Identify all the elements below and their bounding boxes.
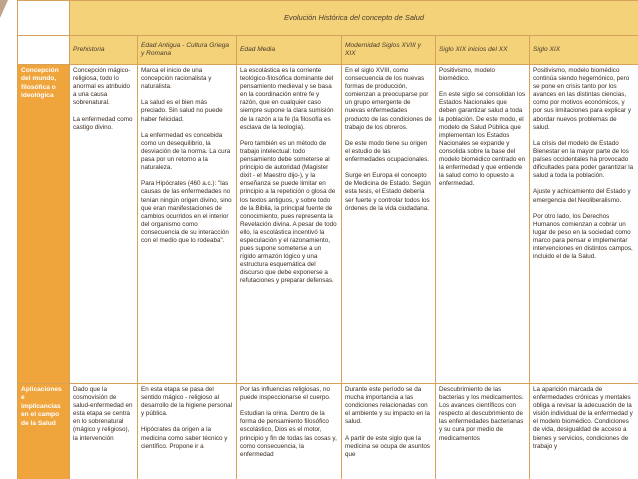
header-row — [18, 36, 638, 65]
table-title: Evolución Histórica del concepto de Salud — [70, 1, 638, 36]
header-siglo-xix-inicios-xx: Siglo XIX inicios del XX — [436, 36, 530, 65]
title-row — [18, 1, 638, 36]
table-cell: Por las influencias religiosas, no puede inspeccionarse el cuerpo. Estudian la orina. Dentro de la forma de pensamiento filosófico escolástico, Dios es el motor, principio y fin de todas las cosas y, como consecuencia, la enfermedad — [237, 384, 342, 479]
table-cell: Positivismo, modelo biomédico. En este siglo se consolidan los Estados Nacionales que deben garantizar salud a toda la población. De este modo, el modelo de Salud Pública que implementan los Estados Nacionales se expande y consolida sobre la base del modelo biomédico centrado en la enfermedad y que entiende la salud como lo opuesto a enfermedad. — [436, 65, 530, 384]
table-cell: Dado que la cosmovisión de salud-enfermedad en esta etapa se centra en lo sobrenatural (mágico y religioso), la intervención — [70, 384, 138, 479]
header-edad-antigua: Edad Antigua - Cultura Griega y Romana — [138, 36, 237, 65]
row-label-concepcion: Concepción del mundo, filosófica o ideológica — [18, 65, 70, 384]
header-corner-cell — [18, 36, 70, 65]
header-siglo-xix: Siglo XIX — [530, 36, 638, 65]
table-cell: En esta etapa se pasa del sentido mágico - religioso al desarrollo de la higiene personal y pública. Hipócrates da origen a la medicina como saber técnico y científico. Propone ir a — [138, 384, 237, 479]
table-cell: Marca el inicio de una concepción racionalista y naturalista. La salud es el bien más preciado. Sin salud no puede haber felicidad. La enfermedad es concebida como un desequilibrio, la desviación de la norma. La cura pasa por un retorno a la naturaleza. Para Hipócrates (460 a.c.): "las causas de las enfermedades no tenían ningún origen divino, sino que eran manifestaciones de cambios ocurridos en el interior del organismo como consecuencia de su interacción con el medio que lo rodeaba". — [138, 65, 237, 384]
header-prehistoria: Prehistoria — [70, 36, 138, 65]
table-cell: La aparición marcada de enfermedades crónicas y mentales obliga a revisar la adecuación de la visión individual de la enfermedad y el modelo biomédico. Condiciones de vida, desigualdad de acceso a bienes y servicios, condiciones de trabajo y — [530, 384, 638, 479]
table-cell: Durante este período se da mucha importancia a las condiciones relacionadas con el ambiente y su impacto en la salud. A partir de este siglo que la medicina se ocupa de asuntos que — [342, 384, 436, 479]
table-cell: En el siglo XVIII, como consecuencia de los nuevas formas de producción, comienzan a preocuparse por un grupo emergente de nuevas enfermedades producto de las condiciones de trabajo de los obreros. De este modo tiene su origen el estudio de las enfermedades ocupacionales. Surge en Europa el concepto de Medicina de Estado. Según esta tesis, el Estado debería ser fuerte y controlar todos los órdenes de la vida ciudadana. — [342, 65, 436, 384]
header-modernidad: Modernidad Siglos XVIII y XIX — [342, 36, 436, 65]
table-cell: La escolástica es la corriente teológico-filosófica dominante del pensamiento medieval y se basa en la coordinación entre fe y razón, que en cualquier caso siempre supone la clara sumisión de la razón a la fe (la filosofía es esclava de la teología). Pero también es un método de trabajo intelectual: todo pensamiento debe someterse al principio de autoridad (Magister dixit - el Maestro dijo-), y la enseñanza se puede limitar en principio a la repetición o glosa de los textos antiguos, y sobre todo de la Biblia, la principal fuente de conocimiento, pues representa la Revelación divina. A pesar de todo ello, la escolástica incentivó la especulación y el razonamiento, pues supone someterse a un rígido armazón lógico y una estructura esquemática del discurso que debe exponerse a refutaciones y preparar defensas. — [237, 65, 342, 384]
table-row — [18, 65, 638, 384]
table-cell: Positivismo, modelo biomédico continúa siendo hegemónico, pero se pone en crisis tanto por los avances en las distintas ciencias, como por motivos económicos, y por sus limitaciones para explicar y abordar nuevos problemas de salud. La crisis del modelo de Estado Bienestar en la mayor parte de los países occidentales ha provocado dificultades para poder garantizar la salud a toda la población. Ajuste y achicamiento del Estado y emergencia del Neoliberalismo. Por otro lado, los Derechos Humanos comienzan a cobrar un lugar de peso en la sociedad como marco para pensar e implementar intervenciones en distintos campos, incluido el de la Salud. — [530, 65, 638, 384]
header-edad-media: Edad Media — [237, 36, 342, 65]
evolution-table — [17, 0, 638, 479]
table-row — [18, 384, 638, 479]
corner-triangle-shape — [0, 0, 8, 18]
title-corner-cell — [18, 1, 70, 36]
row-label-aplicaciones: Aplicaciones e implicancias en el campo de la Salud — [18, 384, 70, 479]
table-cell: Descubrimiento de las bacterias y los medicamentos. Los avances científicos con respecto al descubrimiento de las enfermedades bacterianas y su cura por medio de medicamentos — [436, 384, 530, 479]
left-decoration — [0, 0, 17, 479]
table-cell: Concepción mágico-religiosa, todo lo anormal es atribuido a una causa sobrenatural. La enfermedad como castigo divino. — [70, 65, 138, 384]
